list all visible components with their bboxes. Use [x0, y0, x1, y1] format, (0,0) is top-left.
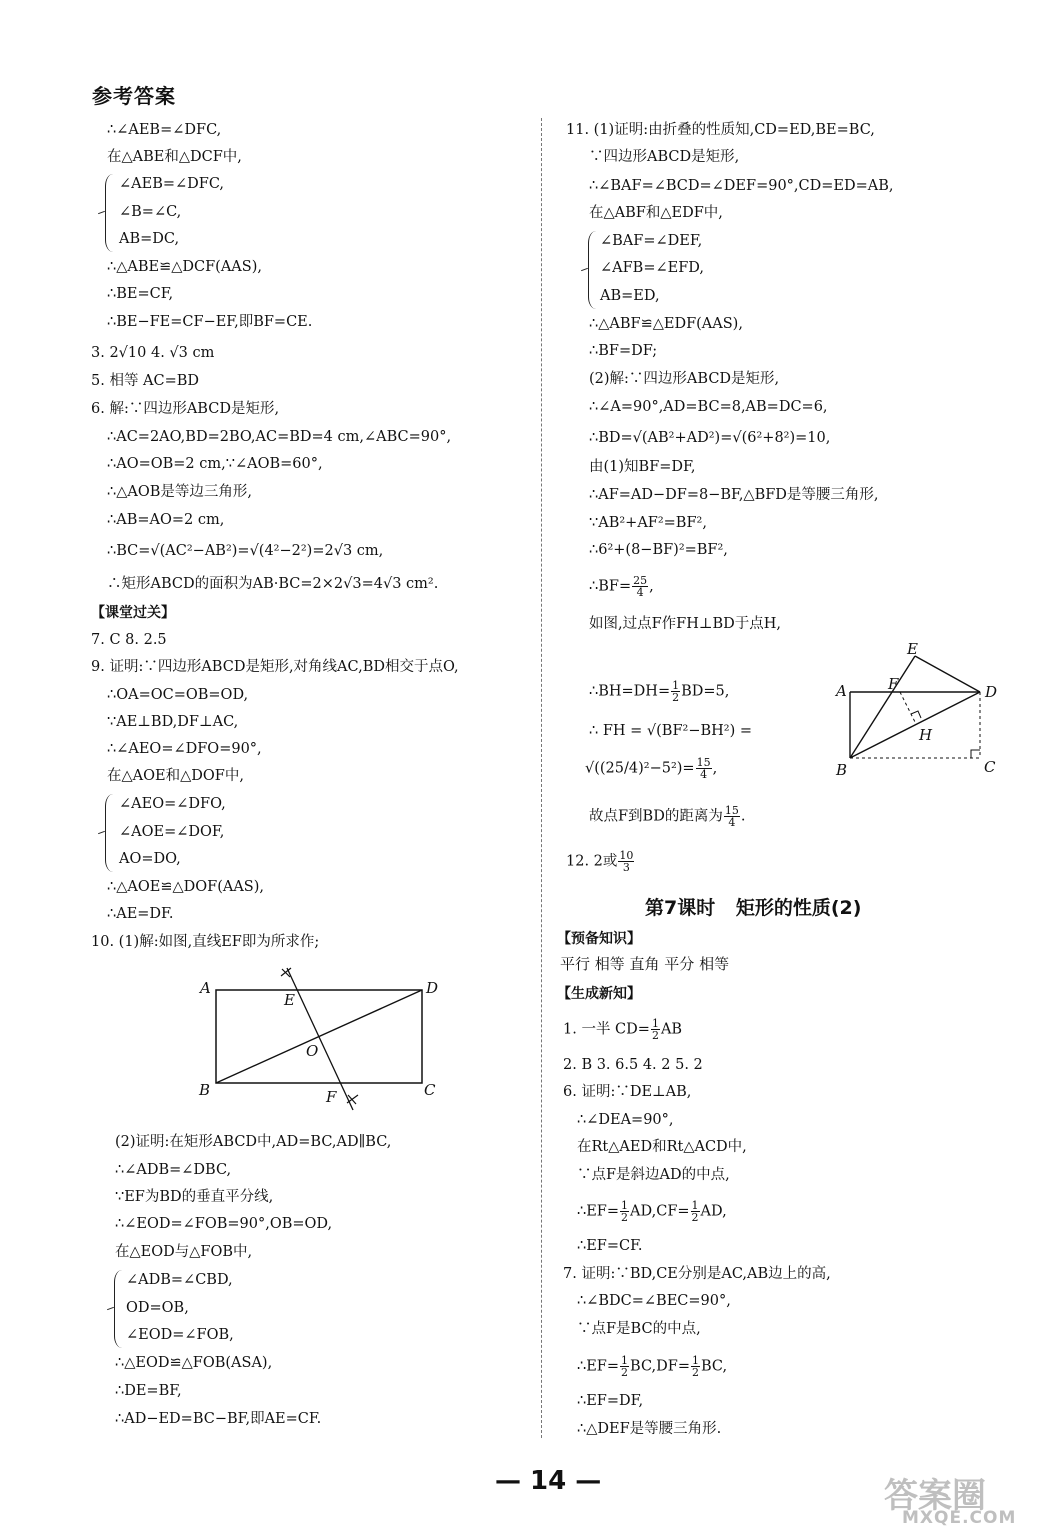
text-line: ∴AB=AO=2 cm, — [107, 512, 225, 528]
text-line: ∠ADB=∠CBD, — [126, 1272, 233, 1288]
label-b: B — [836, 761, 848, 779]
text-line: ∴OA=OC=OB=OD, — [107, 687, 249, 703]
text-line: ∴∠ADB=∠DBC, — [115, 1162, 232, 1178]
prereq-words: 平行 相等 直角 平分 相等 — [560, 955, 730, 973]
answer-line: 1. 一半 CD= $\frac{1}{2}$ AB — [563, 1017, 683, 1042]
text-line: AB=ED, — [600, 288, 660, 304]
text-line: ∴AC=2AO,BD=2BO,AC=BD=4 cm,∠ABC=90°, — [107, 429, 452, 445]
answer-line: 7. C 8. 2.5 — [91, 632, 167, 648]
text-line: ∴△DEF是等腰三角形. — [577, 1421, 722, 1437]
text-line: ∵点F是斜边AD的中点, — [577, 1167, 730, 1183]
label-d: D — [985, 683, 998, 701]
right-angle-c — [971, 750, 980, 758]
text-line: ∴矩形ABCD的面积为AB·BC=2×2√3=4√3 cm². — [107, 576, 439, 592]
label-d: D — [426, 979, 439, 997]
fraction: $\frac{1}{2}$ — [672, 679, 680, 704]
text-line: (2)证明:在矩形ABCD中,AD=BC,AD∥BC, — [115, 1134, 392, 1150]
text-line: ∴BC=√(AC²−AB²)=√(4²−2²)=2√3 cm, — [107, 543, 384, 559]
text-line: ∴EF= $\frac{1}{2}$ BC,DF= $\frac{1}{2}$ BC, — [577, 1354, 728, 1379]
rectangle-figure — [190, 960, 450, 1125]
page-number: — 14 — — [495, 1466, 602, 1496]
text-line: ∵四边形ABCD是矩形, — [589, 149, 740, 165]
text-line: ∴∠BAF=∠BCD=∠DEF=90°,CD=ED=AB, — [589, 178, 894, 194]
text-line: ∴∠AEB=∠DFC, — [107, 122, 222, 138]
fraction: $\frac{1}{2}$ — [651, 1017, 659, 1042]
segment-fh — [900, 692, 916, 724]
text-line: ∠B=∠C, — [119, 204, 182, 220]
text-line: ∠EOD=∠FOB, — [126, 1327, 234, 1343]
brace — [105, 794, 113, 872]
fraction: $\frac{25}{4}$ — [633, 574, 648, 599]
text-line: ∴DE=BF, — [115, 1383, 182, 1399]
text-line: ∴6²+(8−BF)²=BF², — [589, 542, 728, 558]
text-line: ∵AB²+AF²=BF², — [589, 515, 707, 531]
text-line: 故点F到BD的距离为 $\frac{15}{4}$ . — [589, 804, 746, 829]
text-line: ∠BAF=∠DEF, — [600, 233, 703, 249]
watermark-logo: 答案圈 — [884, 1476, 986, 1516]
column-divider — [541, 118, 542, 1438]
text-line: AO=DO, — [119, 851, 181, 867]
section-label: 【预备知识】 — [557, 931, 641, 947]
text-line: ∴∠EOD=∠FOB=90°,OB=OD, — [115, 1216, 333, 1232]
text-line: ∴BH=DH= $\frac{1}{2}$ BD=5, — [589, 679, 730, 704]
answer-line: 6. 证明:∵DE⊥AB, — [563, 1084, 692, 1100]
text-line: ∴AO=OB=2 cm,∵∠AOB=60°, — [107, 456, 323, 472]
text-line: 在△AOE和△DOF中, — [107, 768, 244, 784]
text-line: ∴△EOD≌△FOB(ASA), — [115, 1355, 273, 1371]
text-line: ∴BE=CF, — [107, 286, 174, 302]
text-line: ∴EF= $\frac{1}{2}$ AD,CF= $\frac{1}{2}$ AD, — [577, 1199, 727, 1224]
text-line: ∴AE=DF. — [107, 906, 174, 922]
text-line: ∴AF=AD−DF=8−BF,△BFD是等腰三角形, — [589, 487, 879, 503]
fraction: $\frac{15}{4}$ — [696, 756, 711, 781]
answer-line: 11. (1)证明:由折叠的性质知,CD=ED,BE=BC, — [566, 122, 875, 138]
text-line: AB=DC, — [119, 231, 180, 247]
text-line: ∵点F是BC的中点, — [577, 1321, 701, 1337]
answer-line: 6. 解:∵四边形ABCD是矩形, — [91, 401, 280, 417]
label-c: C — [424, 1081, 436, 1099]
fold-figure — [830, 640, 1030, 785]
text-line: √((25/4)²−5²)= $\frac{15}{4}$ , — [585, 756, 718, 781]
lesson-title: 第7课时 矩形的性质(2) — [645, 897, 862, 919]
text-line: ∴BE−FE=CF−EF,即BF=CE. — [107, 314, 313, 330]
text-line: ∴△AOE≌△DOF(AAS), — [107, 879, 264, 895]
label-b: B — [199, 1081, 211, 1099]
text-line: ∠AEB=∠DFC, — [119, 176, 225, 192]
text-line: ∴△ABF≌△EDF(AAS), — [589, 316, 743, 332]
brace — [114, 1270, 122, 1348]
section-label: 【生成新知】 — [557, 986, 641, 1002]
text-line: ∵EF为BD的垂直平分线, — [115, 1189, 274, 1205]
fraction: $\frac{1}{2}$ — [691, 1354, 699, 1379]
answer-line: 12. 2或 $\frac{10}{3}$ — [566, 849, 634, 874]
text-line: 由(1)知BF=DF, — [589, 459, 696, 475]
text-line: ∴BD=√(AB²+AD²)=√(6²+8²)=10, — [589, 430, 831, 446]
fraction: $\frac{1}{2}$ — [621, 1199, 629, 1224]
text-line: (2)解:∵四边形ABCD是矩形, — [589, 371, 780, 387]
text-line: ∴∠DEA=90°, — [577, 1112, 674, 1128]
watermark-url: MXQE.COM — [902, 1508, 1017, 1528]
text-line: ∴∠AEO=∠DFO=90°, — [107, 741, 262, 757]
fraction: $\frac{10}{3}$ — [619, 849, 634, 874]
fraction: $\frac{1}{2}$ — [691, 1199, 699, 1224]
text-line: ∴BF= $\frac{25}{4}$ , — [589, 574, 654, 599]
answer-line: 10. (1)解:如图,直线EF即为所求作; — [91, 934, 320, 950]
label-e: E — [284, 991, 295, 1009]
text-line: ∴∠A=90°,AD=BC=8,AB=DC=6, — [589, 399, 828, 415]
label-e: E — [907, 640, 918, 658]
text-line: ∠AFB=∠EFD, — [600, 260, 704, 276]
text-line: ∴ FH = √(BF²−BH²) = — [589, 723, 753, 739]
text-line: ∴EF=CF. — [577, 1238, 643, 1254]
label-f: F — [888, 675, 899, 693]
text-line: ∴BF=DF; — [589, 343, 658, 359]
text-line: ∠AEO=∠DFO, — [119, 796, 226, 812]
answer-line: 2. B 3. 6.5 4. 2 5. 2 — [563, 1057, 703, 1073]
text-line: 在Rt△AED和Rt△ACD中, — [577, 1139, 747, 1155]
text-line: 在△ABF和△EDF中, — [589, 205, 723, 221]
text-line: 在△ABE和△DCF中, — [107, 149, 242, 165]
label-h: H — [919, 726, 933, 744]
label-f: F — [326, 1088, 337, 1106]
text-line: ∴△ABE≌△DCF(AAS), — [107, 259, 262, 275]
brace — [105, 174, 113, 252]
text-line: ∠AOE=∠DOF, — [119, 824, 225, 840]
answer-line: 5. 相等 AC=BD — [91, 373, 200, 389]
watermark — [880, 1468, 1045, 1530]
text-line: 如图,过点F作FH⊥BD于点H, — [589, 616, 782, 632]
segment-ed — [915, 656, 980, 692]
page-header: 参考答案 — [92, 84, 176, 108]
answer-line: 7. 证明:∵BD,CE分别是AC,AB边上的高, — [563, 1266, 831, 1282]
brace — [588, 231, 596, 309]
text-line: ∵AE⊥BD,DF⊥AC, — [107, 714, 239, 730]
label-c: C — [984, 758, 996, 776]
section-label: 【课堂过关】 — [91, 605, 175, 621]
answer-line: 3. 2√10 4. √3 cm — [91, 345, 215, 361]
diagonal-bd — [850, 692, 980, 758]
answer-line: 9. 证明:∵四边形ABCD是矩形,对角线AC,BD相交于点O, — [91, 659, 459, 675]
text-line: ∴AD−ED=BC−BF,即AE=CF. — [115, 1411, 322, 1427]
label-a: A — [836, 682, 847, 700]
bf-prefix: ∴BF= — [589, 578, 632, 595]
text-line: 在△EOD与△FOB中, — [115, 1244, 253, 1260]
text-line: OD=OB, — [126, 1300, 189, 1316]
label-a: A — [200, 979, 211, 997]
text-line: ∴∠BDC=∠BEC=90°, — [577, 1293, 731, 1309]
fraction: $\frac{1}{2}$ — [621, 1354, 629, 1379]
text-line: ∴△AOB是等边三角形, — [107, 484, 252, 500]
text-line: ∴EF=DF, — [577, 1393, 644, 1409]
segment-be — [850, 656, 915, 758]
fraction: $\frac{15}{4}$ — [724, 804, 739, 829]
label-o: O — [306, 1042, 319, 1060]
right-angle-h — [911, 711, 921, 718]
